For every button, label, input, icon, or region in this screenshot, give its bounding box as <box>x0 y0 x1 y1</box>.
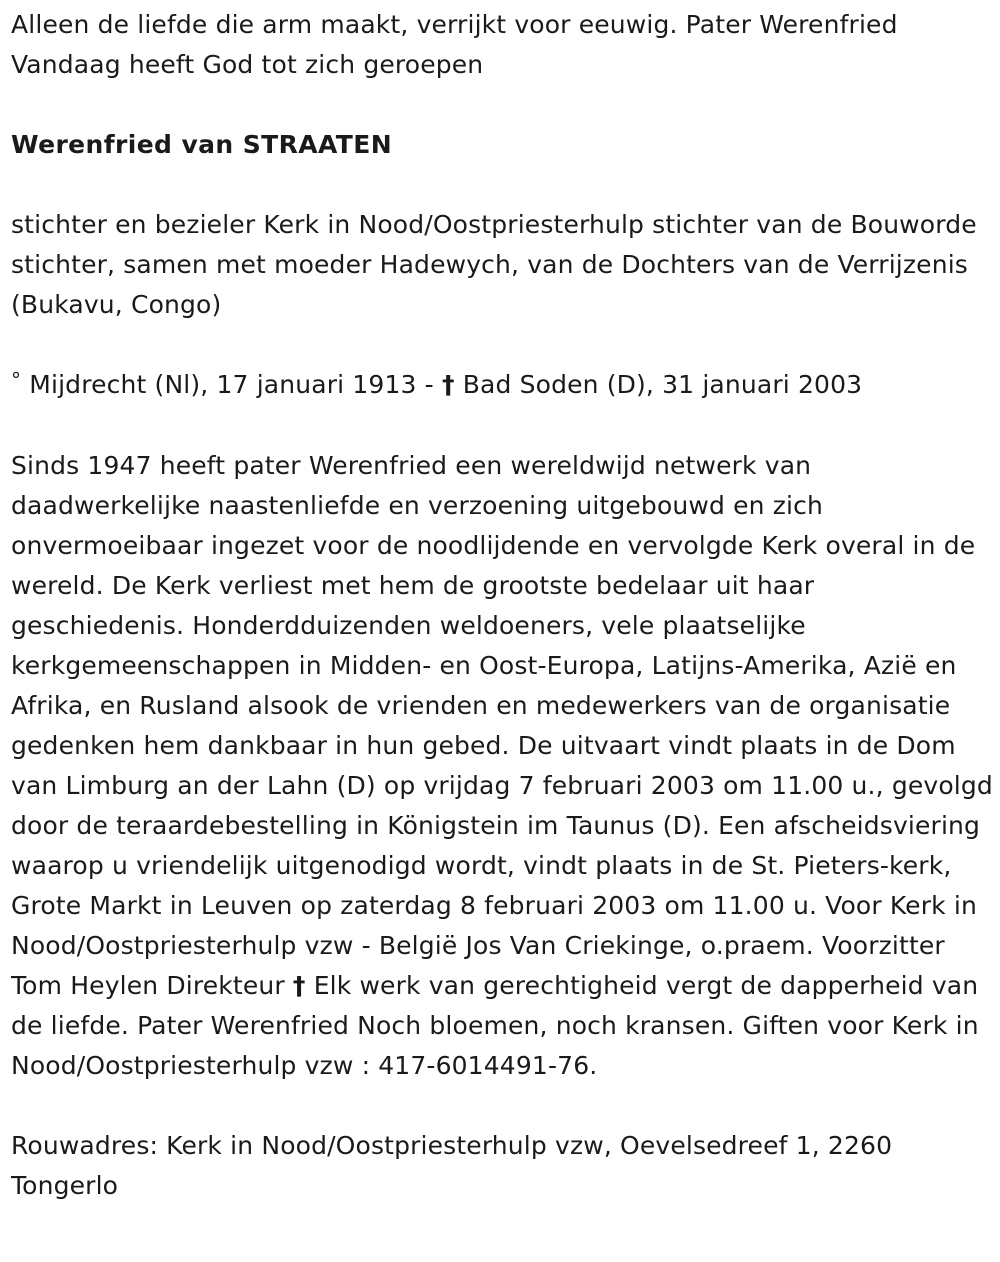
body-text-closing: Elk werk van gerechtigheid vergt de dapperheid van de liefde. Pater Werenfried Noch bloemen, noch kransen. Giften voor Kerk in Nood/Oostpriesterhulp vzw : 417-6014491-76. <box>11 971 979 1080</box>
body-paragraph <box>11 446 993 1086</box>
lifespan-line <box>11 365 993 406</box>
death-cross-icon: † <box>441 370 455 399</box>
announcement-text: Vandaag heeft God tot zich geroepen <box>11 50 484 79</box>
titles-paragraph: stichter en bezieler Kerk in Nood/Oostpriesterhulp stichter van de Bouworde stichter, samen met moeder Hadewych, van de Dochters van de Verrijzenis (Bukavu, Congo) <box>11 210 977 319</box>
birth-symbol: ° <box>11 368 22 392</box>
opening-block <box>11 5 993 85</box>
birth-info: Mijdrecht (Nl), 17 januari 1913 - <box>29 370 434 399</box>
opening-quote: Alleen de liefde die arm maakt, verrijkt voor eeuwig. Pater Werenfried <box>11 10 898 39</box>
death-info: Bad Soden (D), 31 januari 2003 <box>462 370 863 399</box>
death-notice <box>11 5 993 1206</box>
body-text-main: Sinds 1947 heeft pater Werenfried een wereldwijd netwerk van daadwerkelijke naastenliefde en verzoening uitgebouwd en zich onvermoeibaar ingezet voor de noodlijdende en vervolgde Kerk overal in de wereld. De Kerk verliest met hem de grootste bedelaar uit haar geschiedenis. Honderdduizenden weldoeners, vele plaatselijke kerkgemeenschappen in Midden- en Oost-Europa, Latijns-Amerika, Azië en Afrika, en Rusland alsook de vrienden en medewerkers van de organisatie gedenken hem dankbaar in hun gebed. De uitvaart vindt plaats in de Dom van Limburg an der Lahn (D) op vrijdag 7 februari 2003 om 11.00 u., gevolgd door de teraardebestelling in Königstein im Taunus (D). Een afscheidsviering waarop u vriendelijk uitgenodigd wordt, vindt plaats in de St. Pieters-kerk, Grote Markt in Leuven op zaterdag 8 februari 2003 om 11.00 u. Voor Kerk in Nood/Oostpriesterhulp vzw - België Jos Van Criekinge, o.praem. Voorzitter Tom Heylen Direkteur <box>11 451 993 1000</box>
deceased-name: Werenfried van STRAATEN <box>11 130 393 159</box>
cross-icon: † <box>292 971 306 1000</box>
mourning-address: Rouwadres: Kerk in Nood/Oostpriesterhulp vzw, Oevelsedreef 1, 2260 Tongerlo <box>11 1131 893 1200</box>
